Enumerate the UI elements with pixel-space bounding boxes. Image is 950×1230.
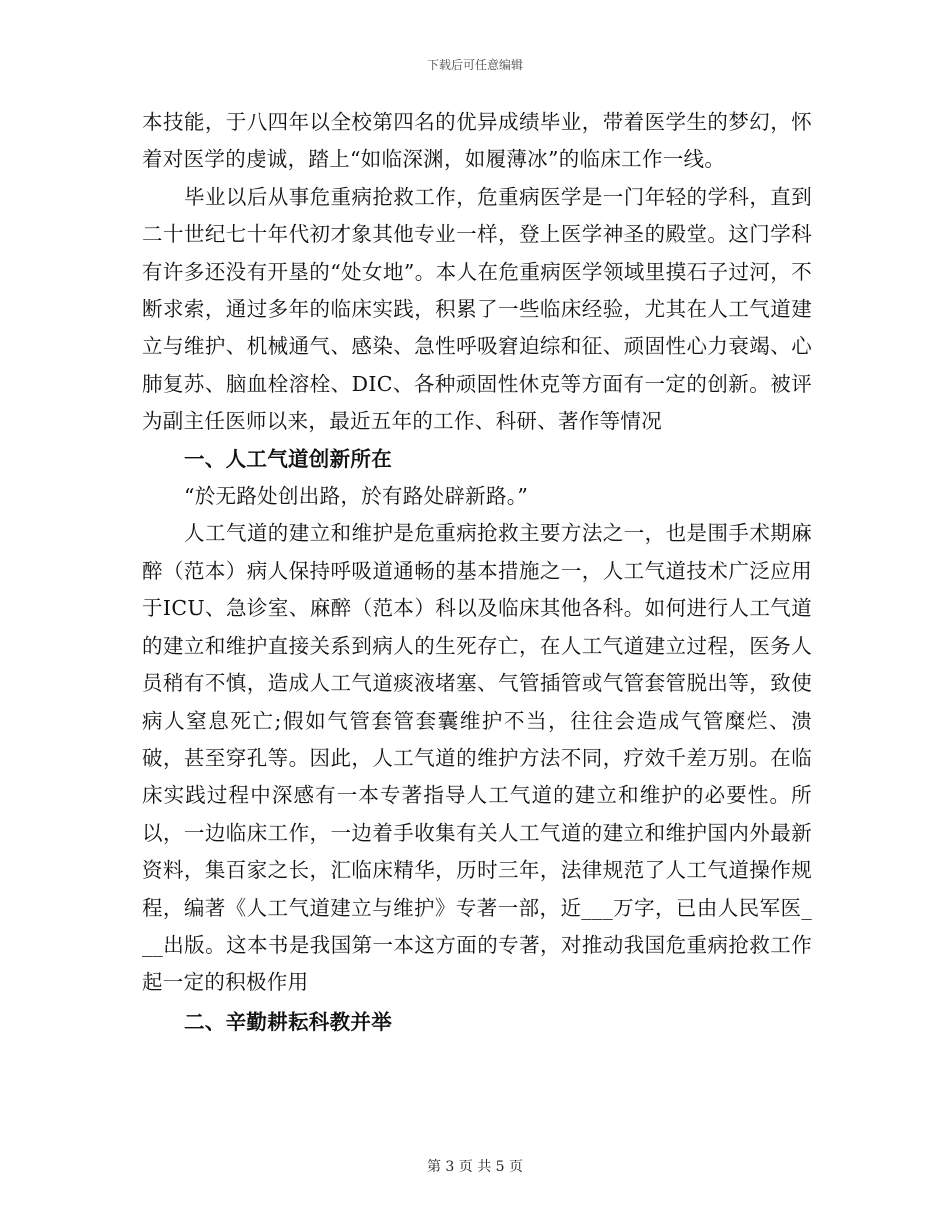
section-heading-1: 一、人工气道创新所在 bbox=[184, 446, 392, 471]
section-heading-2: 二、辛勤耕耘科教并举 bbox=[184, 1009, 392, 1034]
page-header: 下载后可任意编辑 bbox=[426, 58, 523, 72]
page-footer: 第 3 页 共 5 页 bbox=[426, 1159, 524, 1175]
paragraph-career: 毕业以后从事危重病抢救工作，危重病医学是一门年轻的学科，直到二十世纪七十年代初才象其他专业一样，登上医学神圣的殿堂。这门学科有许多还没有开垦的“处女地”。本人在危重病医学领域里摸石子过河，不断求索，通过多年的临床实践，积累了一些临床经验，尤其在人工气道建立与维护、机械通气、感染、急性呼吸窘迫综和征、顽固性心力衰竭、心肺复苏、脑血栓溶栓、DIC、各种顽固性休克等方面有一定的创新。被评为副主任医师以来，最近五年的工作、科研、著作等情况 bbox=[142, 184, 812, 434]
quote-line: “於无路处创出路，於有路处辟新路。” bbox=[184, 484, 529, 509]
paragraph-continuation: 本技能，于八四年以全校第四名的优异成绩毕业，带着医学生的梦幻，怀着对医学的虔诚，踏上“如临深渊，如履薄冰”的临床工作一线。 bbox=[142, 110, 812, 172]
document-body bbox=[142, 104, 812, 1041]
paragraph-airway: 人工气道的建立和维护是危重病抢救主要方法之一，也是围手术期麻醉（范本）病人保持呼吸道通畅的基本措施之一，人工气道技术广泛应用于ICU、急诊室、麻醉（范本）科以及临床其他各科。如何进行人工气道的建立和维护直接关系到病人的生死存亡，在人工气道建立过程，医务人员稍有不慎，造成人工气道痰液堵塞、气管插管或气管套管脱出等，致使病人窒息死亡;假如气管套管套囊维护不当，往往会造成气管糜烂、溃破，甚至穿孔等。因此，人工气道的维护方法不同，疗效千差万别。在临床实践过程中深感有一本专著指导人工气道的建立和维护的必要性。所以，一边临床工作，一边着手收集有关人工气道的建立和维护国内外最新资料，集百家之长，汇临床精华，历时三年，法律规范了人工气道操作规程，编著《人工气道建立与维护》专著一部，近___万字，已由人民军医___出版。这本书是我国第一本这方面的专著，对推动我国危重病抢救工作起一定的积极作用 bbox=[142, 521, 812, 995]
